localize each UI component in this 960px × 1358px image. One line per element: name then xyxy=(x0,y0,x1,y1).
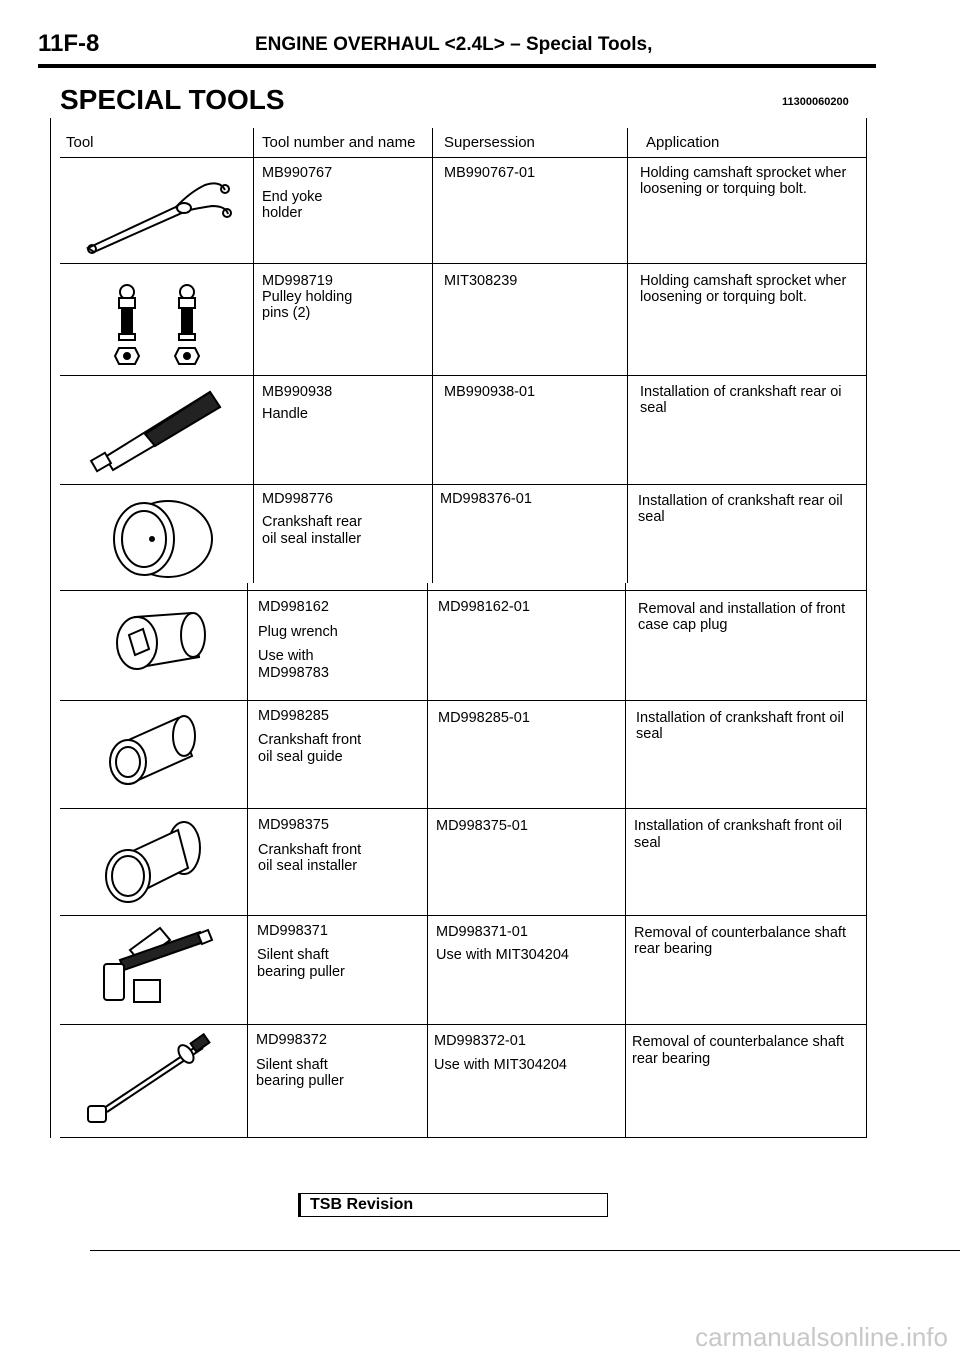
footer-rule xyxy=(90,1250,960,1251)
application: Removal of counterbalance shaft xyxy=(634,925,846,941)
row-divider xyxy=(60,484,866,485)
tool-number: MD998162 xyxy=(258,599,329,615)
watermark: carmanualsonline.info xyxy=(695,1322,948,1352)
supersession: MB990767-01 xyxy=(444,165,536,181)
application: seal xyxy=(636,726,663,742)
page-title: ENGINE OVERHAUL <2.4L> – Special Tools, xyxy=(255,34,653,55)
row-divider xyxy=(60,915,866,916)
tool-name: MD998783 xyxy=(258,665,329,681)
supersession: MD998376-01 xyxy=(440,491,532,507)
tsb-revision-label: TSB Revision xyxy=(310,1196,414,1213)
tool-name: Crankshaft rear xyxy=(262,514,362,530)
rear-oil-seal-installer-icon xyxy=(100,495,220,580)
tool-name: oil seal installer xyxy=(262,531,362,547)
application: rear bearing xyxy=(634,941,713,957)
application: Holding camshaft sprocket wher xyxy=(640,165,847,181)
application: Removal and installation of front xyxy=(638,601,846,617)
front-oil-seal-installer-icon xyxy=(100,820,210,905)
column-divider xyxy=(627,128,628,583)
pulley-holding-pins-icon xyxy=(105,280,215,365)
column-divider xyxy=(427,583,428,1138)
column-header-supersession: Supersession xyxy=(444,134,535,151)
tool-number: MB990938 xyxy=(262,384,333,400)
supersession: MD998162-01 xyxy=(438,599,530,615)
tool-number: MD998375 xyxy=(258,817,329,833)
tool-number: MD998372 xyxy=(256,1032,327,1048)
end-yoke-holder-icon xyxy=(80,170,240,255)
supersession: MD998372-01 xyxy=(434,1033,526,1049)
tool-name: oil seal installer xyxy=(258,858,358,874)
tool-number: MD998285 xyxy=(258,708,329,724)
column-divider xyxy=(432,128,433,583)
tool-name: bearing puller xyxy=(256,1073,344,1089)
front-oil-seal-guide-icon xyxy=(100,712,210,792)
supersession: MD998285-01 xyxy=(438,710,530,726)
tool-name: Silent shaft xyxy=(257,947,329,963)
header-rule xyxy=(38,64,876,68)
plug-wrench-icon xyxy=(105,605,215,685)
column-header-tool: Tool xyxy=(66,134,94,151)
tool-number: MD998776 xyxy=(262,491,333,507)
handle-icon xyxy=(85,382,235,477)
tool-name: Use with xyxy=(258,648,314,664)
application: Installation of crankshaft rear oil xyxy=(638,493,843,509)
column-header-application: Application xyxy=(646,134,720,151)
table-border-right xyxy=(866,118,867,1138)
page-code: 11F-8 xyxy=(38,30,100,57)
section-code: 11300060200 xyxy=(782,96,849,108)
supersession: MD998375-01 xyxy=(436,818,528,834)
tool-name: oil seal guide xyxy=(258,749,343,765)
column-header-tool-number: Tool number and name xyxy=(262,134,416,151)
tool-name: Silent shaft xyxy=(256,1057,328,1073)
application: seal xyxy=(634,835,661,851)
supersession: MB990938-01 xyxy=(444,384,536,400)
row-divider xyxy=(60,375,866,376)
row-divider xyxy=(60,700,866,701)
column-divider xyxy=(247,583,248,1138)
row-divider xyxy=(60,1024,866,1025)
column-divider xyxy=(625,583,626,1138)
bearing-puller-icon xyxy=(90,920,220,1010)
tool-name: holder xyxy=(262,205,303,221)
tool-number: MD998719 xyxy=(262,273,333,289)
application: Holding camshaft sprocket wher xyxy=(640,273,847,289)
tool-name: bearing puller xyxy=(257,964,345,980)
application: seal xyxy=(640,400,667,416)
supersession: Use with MIT304204 xyxy=(436,947,569,963)
tool-name: End yoke xyxy=(262,189,323,205)
application: loosening or torquing bolt. xyxy=(640,289,807,305)
application: case cap plug xyxy=(638,617,728,633)
table-bottom-border xyxy=(60,1137,866,1138)
application: seal xyxy=(638,509,665,525)
application: Removal of counterbalance shaft xyxy=(632,1034,844,1050)
application: Installation of crankshaft front oil xyxy=(634,818,842,834)
tool-name: Plug wrench xyxy=(258,624,338,640)
application: Installation of crankshaft rear oi xyxy=(640,384,842,400)
section-title: SPECIAL TOOLS xyxy=(60,84,285,115)
tool-name: Crankshaft front xyxy=(258,732,362,748)
slide-hammer-puller-icon xyxy=(82,1030,222,1130)
supersession: Use with MIT304204 xyxy=(434,1057,567,1073)
header-row-divider xyxy=(60,157,866,158)
application: Installation of crankshaft front oil xyxy=(636,710,844,726)
row-divider xyxy=(60,590,866,591)
supersession: MIT308239 xyxy=(444,273,518,289)
tool-number: MD998371 xyxy=(257,923,328,939)
tool-number: MB990767 xyxy=(262,165,333,181)
supersession: MD998371-01 xyxy=(436,924,528,940)
row-divider xyxy=(60,808,866,809)
application: loosening or torquing bolt. xyxy=(640,181,807,197)
table-border-left xyxy=(50,118,51,1138)
tool-name: Crankshaft front xyxy=(258,842,362,858)
tool-name: Pulley holding xyxy=(262,289,353,305)
row-divider xyxy=(60,263,866,264)
tool-name: pins (2) xyxy=(262,305,311,321)
tool-name: Handle xyxy=(262,406,308,422)
column-divider xyxy=(253,128,254,583)
application: rear bearing xyxy=(632,1051,711,1067)
